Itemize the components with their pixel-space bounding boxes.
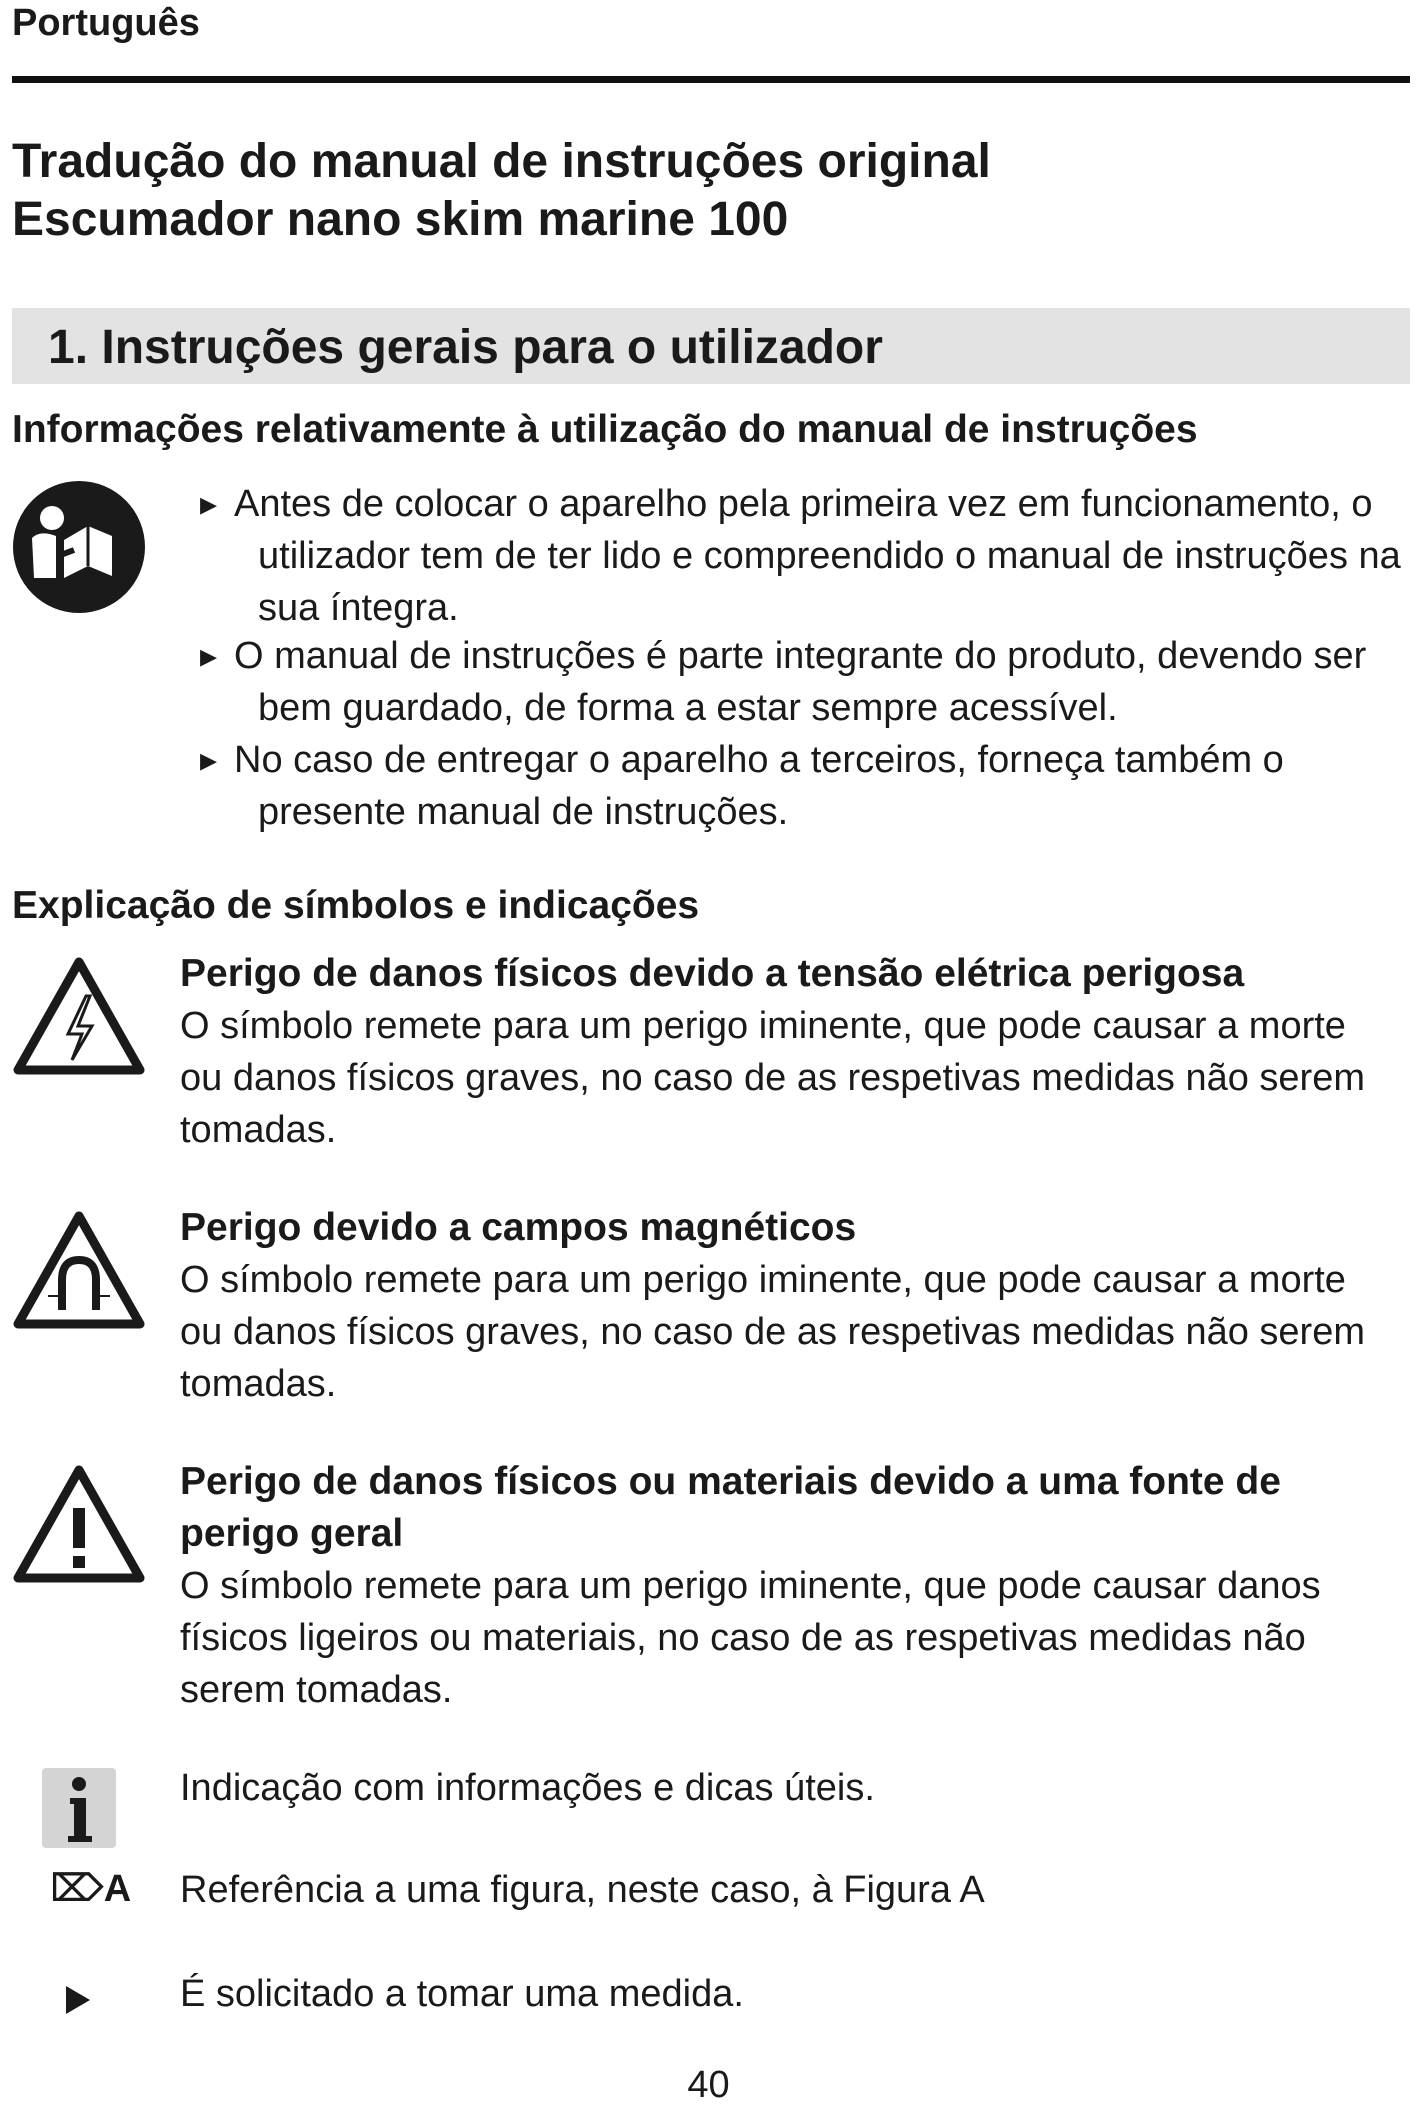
- action-arrow-icon: [64, 1984, 92, 2016]
- section-heading-bar: [12, 308, 1410, 384]
- symbols-heading: Explicação de símbolos e indicações: [12, 884, 700, 927]
- usage-bullet-2: ▸ O manual de instruções é parte integrante do produto, devendo ser bem guardado, de forma a estar sempre acessível.: [234, 630, 1417, 734]
- read-manual-icon: [12, 478, 146, 616]
- symbol-magnetic-text: O símbolo remete para um perigo iminente, que pode causar a morte ou danos físicos graves, no caso de as respetivas medidas não serem tomadas.: [180, 1259, 1365, 1405]
- magnetic-field-icon: [12, 1210, 146, 1330]
- usage-bullet-1: ▸ Antes de colocar o aparelho pela primeira vez em funcionamento, o utilizador tem de ter lido e compreendido o manual de instruções na sua íntegra.: [234, 478, 1417, 634]
- figure-reference-icon: ⌦A: [50, 1868, 132, 1910]
- doc-title-line2: Escumador nano skim marine 100: [12, 193, 789, 246]
- symbol-general-text: O símbolo remete para um perigo iminente, que pode causar danos físicos ligeiros ou materiais, no caso de as respetivas medidas não serem tomadas.: [180, 1565, 1321, 1711]
- symbol-general-title: Perigo de danos físicos ou materiais devido a uma fonte de perigo geral: [180, 1460, 1281, 1555]
- symbol-magnetic: [180, 1202, 1390, 1410]
- info-icon: [40, 1766, 118, 1850]
- general-warning-icon: [12, 1464, 146, 1584]
- header-rule: [12, 76, 1410, 83]
- language-label: Português: [12, 2, 200, 44]
- symbol-electric-text: O símbolo remete para um perigo iminente, que pode causar a morte ou danos físicos graves, no caso de as respetivas medidas não serem tomadas.: [180, 1005, 1365, 1151]
- section-heading: 1. Instruções gerais para o utilizador: [48, 321, 883, 374]
- usage-bullet-3: ▸ No caso de entregar o aparelho a terceiros, forneça também o presente manual de instruções.: [234, 734, 1417, 838]
- info-text: Indicação com informações e dicas úteis.: [180, 1767, 875, 1809]
- symbol-magnetic-title: Perigo devido a campos magnéticos: [180, 1206, 857, 1249]
- action-text: É solicitado a tomar uma medida.: [180, 1973, 744, 2015]
- electric-hazard-icon: [12, 956, 146, 1076]
- page-number: 40: [687, 2064, 730, 2106]
- symbol-general: [180, 1456, 1390, 1716]
- figure-reference-text: Referência a uma figura, neste caso, à Figura A: [180, 1869, 985, 1911]
- doc-title-line1: Tradução do manual de instruções original: [12, 135, 991, 188]
- usage-info-heading: Informações relativamente à utilização do manual de instruções: [12, 408, 1198, 451]
- symbol-electric: [180, 948, 1390, 1156]
- symbol-electric-title: Perigo de danos físicos devido a tensão elétrica perigosa: [180, 952, 1245, 995]
